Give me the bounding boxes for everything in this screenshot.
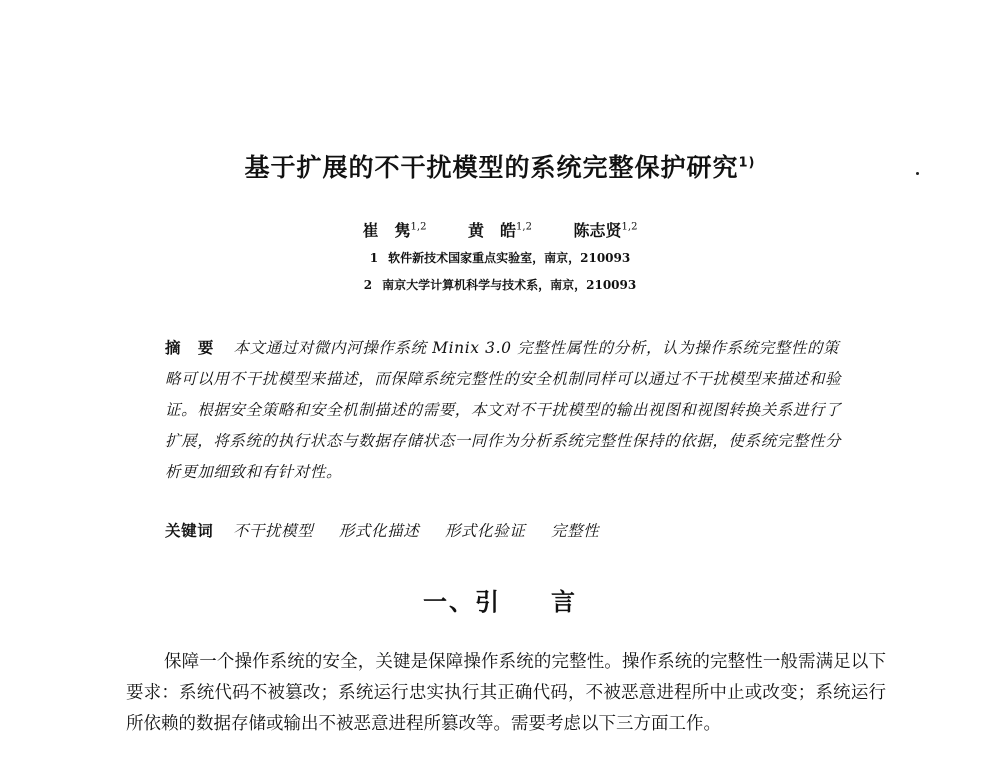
author: 黄 皓$^{1,2}$ bbox=[468, 221, 532, 240]
keyword: 形式化验证 bbox=[444, 522, 526, 540]
abstract-text: 本文通过对微内河操作系统 Minix 3.0 完整性属性的分析，认为操作系统完整性的策略可以用不干扰模型来描述，而保障系统完整性的安全机制同样可以通过不干扰模型来描述和验证。根据安全策略和安全机制描述的需要，本文对不干扰模型的输出视图和视图转换关系进行了扩展，将系统的执行状态与数据存储状态一同作为分析系统完整性保持的依据，使系统完整性分析更加细致和有针对性。 bbox=[165, 339, 842, 481]
section-heading: 一、引 言 bbox=[423, 588, 577, 616]
title-footnote-mark: 1) bbox=[738, 155, 756, 171]
keyword: 形式化描述 bbox=[338, 522, 420, 540]
stray-mark bbox=[916, 172, 919, 175]
keywords bbox=[165, 519, 845, 541]
abstract bbox=[165, 332, 845, 488]
paper-title bbox=[0, 148, 1000, 184]
paper-title-text: 基于扩展的不干扰模型的系统完整保护研究 bbox=[244, 153, 739, 182]
affiliation: 2 南京大学计算机科学与技术系，南京，210093 bbox=[363, 278, 637, 292]
body-paragraph: 保障一个操作系统的安全，关键是保障操作系统的完整性。操作系统的完整性一般需满足以下要求：系统代码不被篡改；系统运行忠实执行其正确代码，不被恶意进程所中止或改变；系统运行所依赖的数据存储或输出不被恶意进程所篡改等。需要考虑以下三方面工作。 bbox=[126, 652, 886, 734]
affiliation: 1 软件新技术国家重点实验室，南京，210093 bbox=[369, 251, 631, 265]
author: 陈志贤$^{1,2}$ bbox=[573, 221, 638, 240]
keywords-label: 关键词 bbox=[165, 521, 214, 540]
abstract-label: 摘 要 bbox=[165, 338, 220, 357]
author-list bbox=[0, 218, 1000, 241]
keyword: 完整性 bbox=[550, 522, 600, 540]
keyword: 不干扰模型 bbox=[232, 522, 314, 540]
author: 崔 隽$^{1,2}$ bbox=[362, 221, 427, 240]
